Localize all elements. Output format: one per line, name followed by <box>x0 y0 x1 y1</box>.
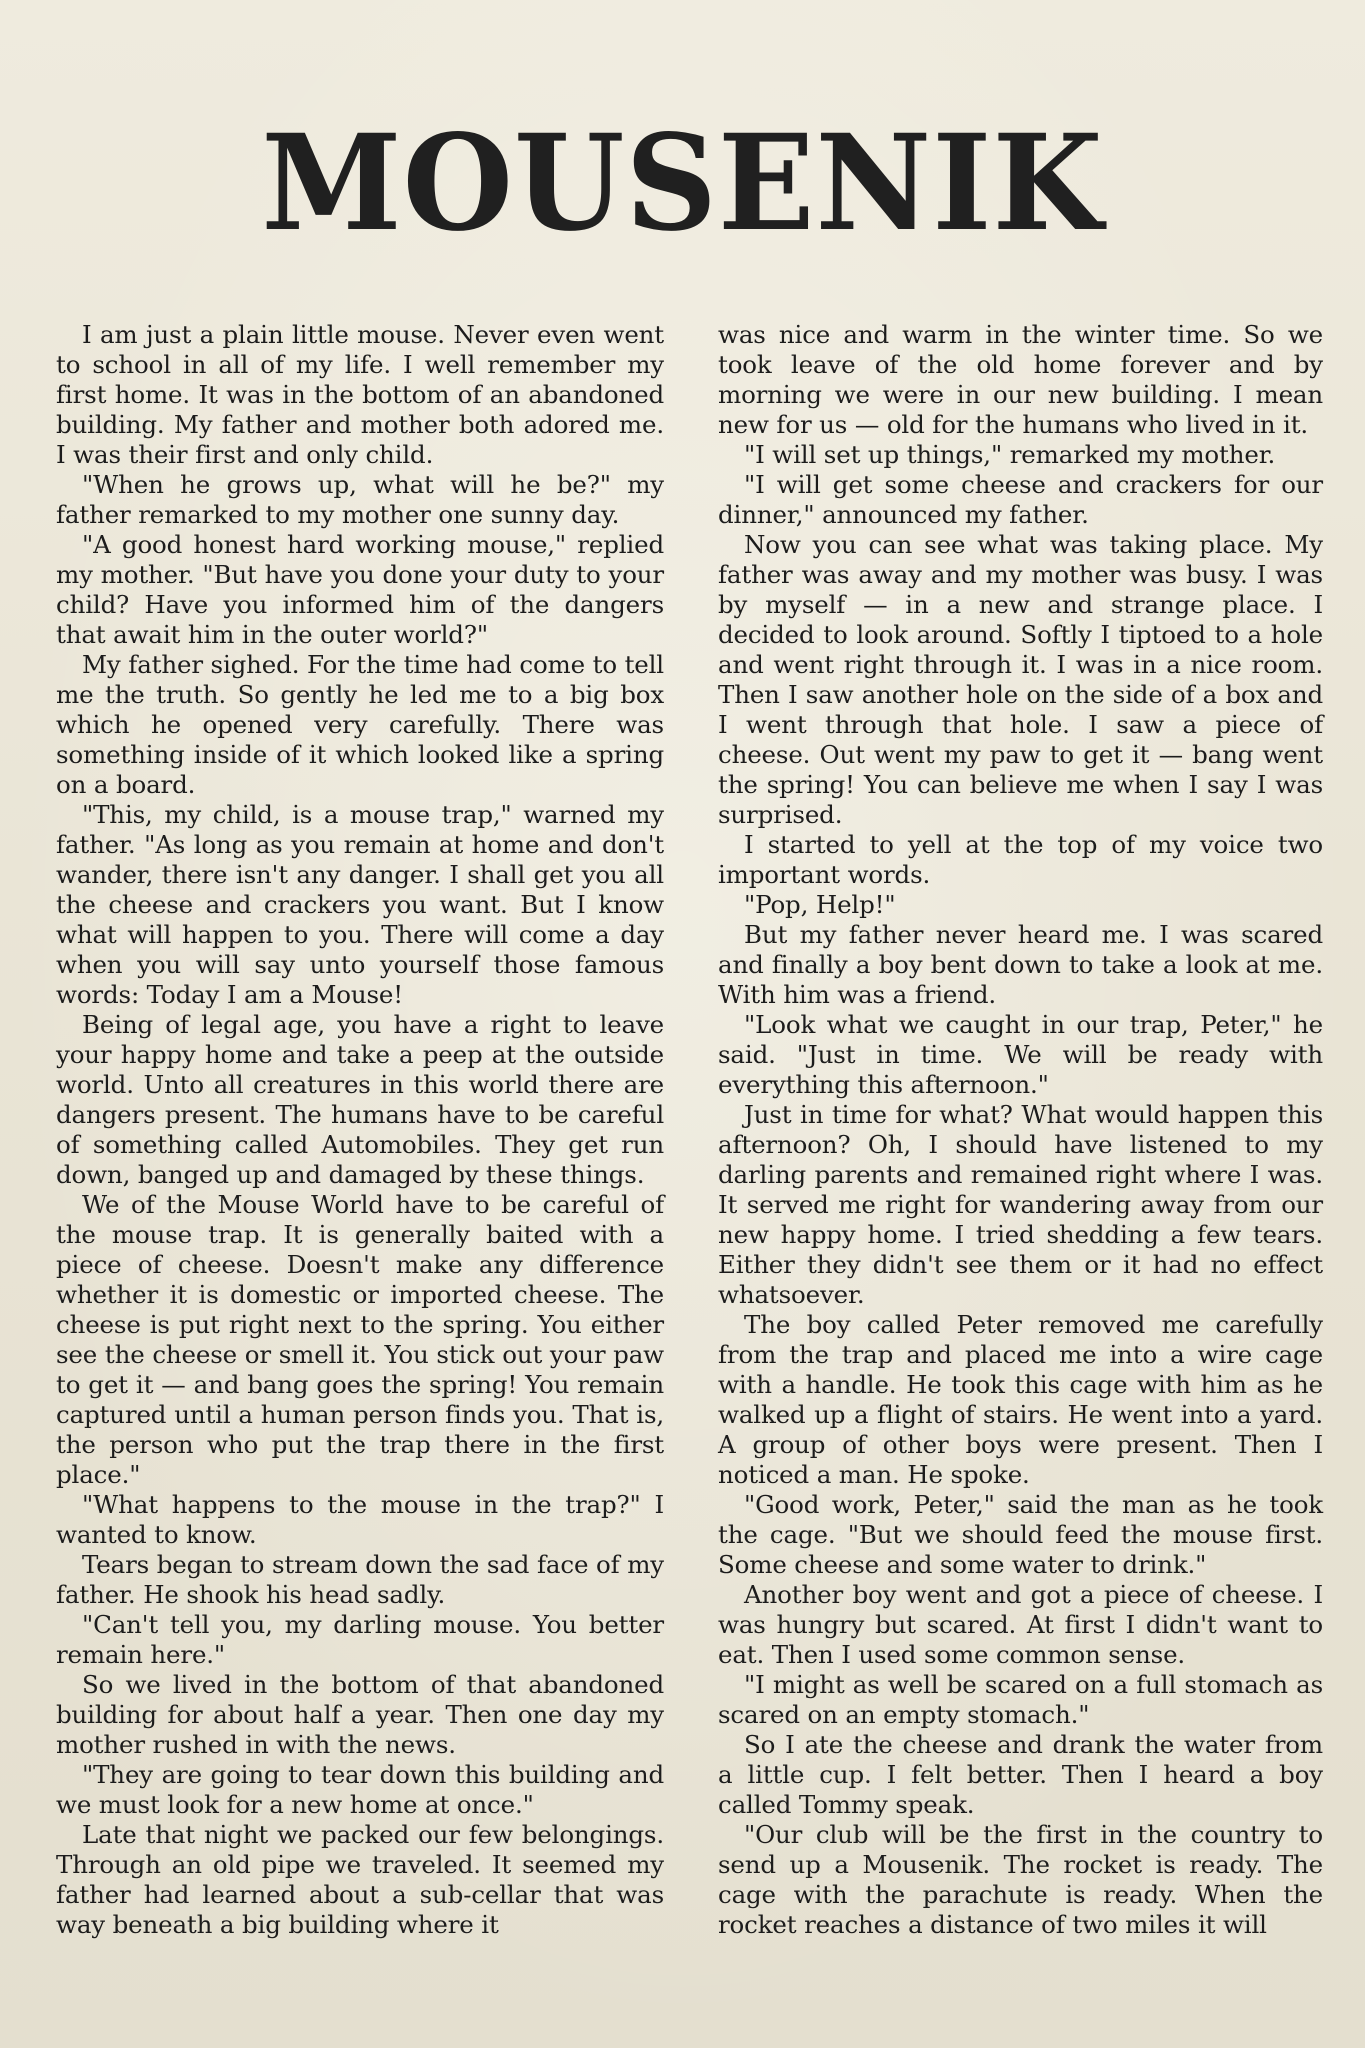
paragraph: Tears began to stream down the sad face of my father. He shook his head sadly. <box>56 1550 664 1609</box>
paragraph: So I ate the cheese and drank the water from a little cup. I felt better. Then I heard a boy called Tommy speak. <box>718 1730 1323 1819</box>
paragraph: "Pop, Help!" <box>744 890 896 919</box>
paragraph-continuation: was nice and warm in the winter time. So we took leave of the old home forever and by morning we were in our new building. I mean new for us — old for the humans who lived in it. <box>718 320 1323 439</box>
paragraph: "I will set up things," remarked my mother. <box>744 440 1276 469</box>
paragraph: Late that night we packed our few belongings. Through an old pipe we traveled. It seemed my father had learned about a sub-cellar that was way beneath a big building where it <box>56 1820 664 1939</box>
paragraph: The boy called Peter removed me carefully from the trap and placed me into a wire cage with a handle. He took this cage with him as he walked up a flight of stairs. He went into a yard. A group of other boys were present. Then I noticed a man. He spoke. <box>718 1310 1323 1489</box>
right-column <box>718 320 1323 1940</box>
paragraph: Being of legal age, you have a right to leave your happy home and take a peep at the outside world. Unto all creatures in this world there are dangers present. The humans have to be careful of something called Automobiles. They get run down, banged up and damaged by these things. <box>56 1010 664 1189</box>
paragraph: Now you can see what was taking place. My father was away and my mother was busy. I was by myself — in a new and strange place. I decided to look around. Softly I tiptoed to a hole and went right through it. I was in a nice room. Then I saw another hole on the side of a box and I went through that hole. I saw a piece of cheese. Out went my paw to get it — bang went the spring! You can believe me when I say I was surprised. <box>718 530 1323 829</box>
paragraph: "I might as well be scared on a full stomach as scared on an empty stomach." <box>718 1670 1323 1729</box>
paragraph: "This, my child, is a mouse trap," warned my father. "As long as you remain at home and don't wander, there isn't any danger. I shall get you all the cheese and crackers you want. But I know what will happen to you. There will come a day when you will say unto yourself those famous words: Today I am a Mouse! <box>56 800 664 1009</box>
paragraph: Just in time for what? What would happen this afternoon? Oh, I should have listened to my darling parents and remained right where I was. It served me right for wandering away from our new happy home. I tried shedding a few tears. Either they didn't see them or it had no effect whatsoever. <box>718 1100 1323 1309</box>
paragraph: I started to yell at the top of my voice two important words. <box>718 830 1323 889</box>
paragraph: But my father never heard me. I was scared and finally a boy bent down to take a look at me. With him was a friend. <box>718 920 1323 1009</box>
paragraph: "They are going to tear down this building and we must look for a new home at once." <box>56 1760 664 1819</box>
story-title: MOUSENIK <box>261 106 1104 261</box>
paragraph: "Good work, Peter," said the man as he took the cage. "But we should feed the mouse first. Some cheese and some water to drink." <box>718 1490 1323 1579</box>
paragraph: "What happens to the mouse in the trap?" I wanted to know. <box>56 1490 664 1549</box>
paragraph: I am just a plain little mouse. Never even went to school in all of my life. I well remember my first home. It was in the bottom of an abandoned building. My father and mother both adored me. I was their first and only child. <box>56 320 664 469</box>
paragraph: "Our club will be the first in the country to send up a Mousenik. The rocket is ready. The cage with the parachute is ready. When the rocket reaches a distance of two miles it will <box>718 1820 1323 1939</box>
paragraph: Another boy went and got a piece of cheese. I was hungry but scared. At first I didn't want to eat. Then I used some common sense. <box>718 1580 1323 1669</box>
paragraph: "I will get some cheese and crackers for our dinner," announced my father. <box>718 470 1323 529</box>
paragraph: "Can't tell you, my darling mouse. You better remain here." <box>56 1610 664 1669</box>
paragraph: "When he grows up, what will he be?" my father remarked to my mother one sunny day. <box>56 470 664 529</box>
left-column <box>56 320 664 1940</box>
paragraph: "Look what we caught in our trap, Peter," he said. "Just in time. We will be ready with everything this afternoon." <box>718 1010 1323 1099</box>
paragraph: We of the Mouse World have to be careful of the mouse trap. It is generally baited with a piece of cheese. Doesn't make any difference whether it is domestic or imported cheese. The cheese is put right next to the spring. You either see the cheese or smell it. You stick out your paw to get it — and bang goes the spring! You remain captured until a human person finds you. That is, the person who put the trap there in the first place." <box>56 1190 664 1489</box>
paragraph: So we lived in the bottom of that abandoned building for about half a year. Then one day my mother rushed in with the news. <box>56 1670 664 1759</box>
paragraph: My father sighed. For the time had come to tell me the truth. So gently he led me to a big box which he opened very carefully. There was something inside of it which looked like a spring on a board. <box>56 650 664 799</box>
paragraph: "A good honest hard working mouse," replied my mother. "But have you done your duty to your child? Have you informed him of the dangers that await him in the outer world?" <box>56 530 664 649</box>
